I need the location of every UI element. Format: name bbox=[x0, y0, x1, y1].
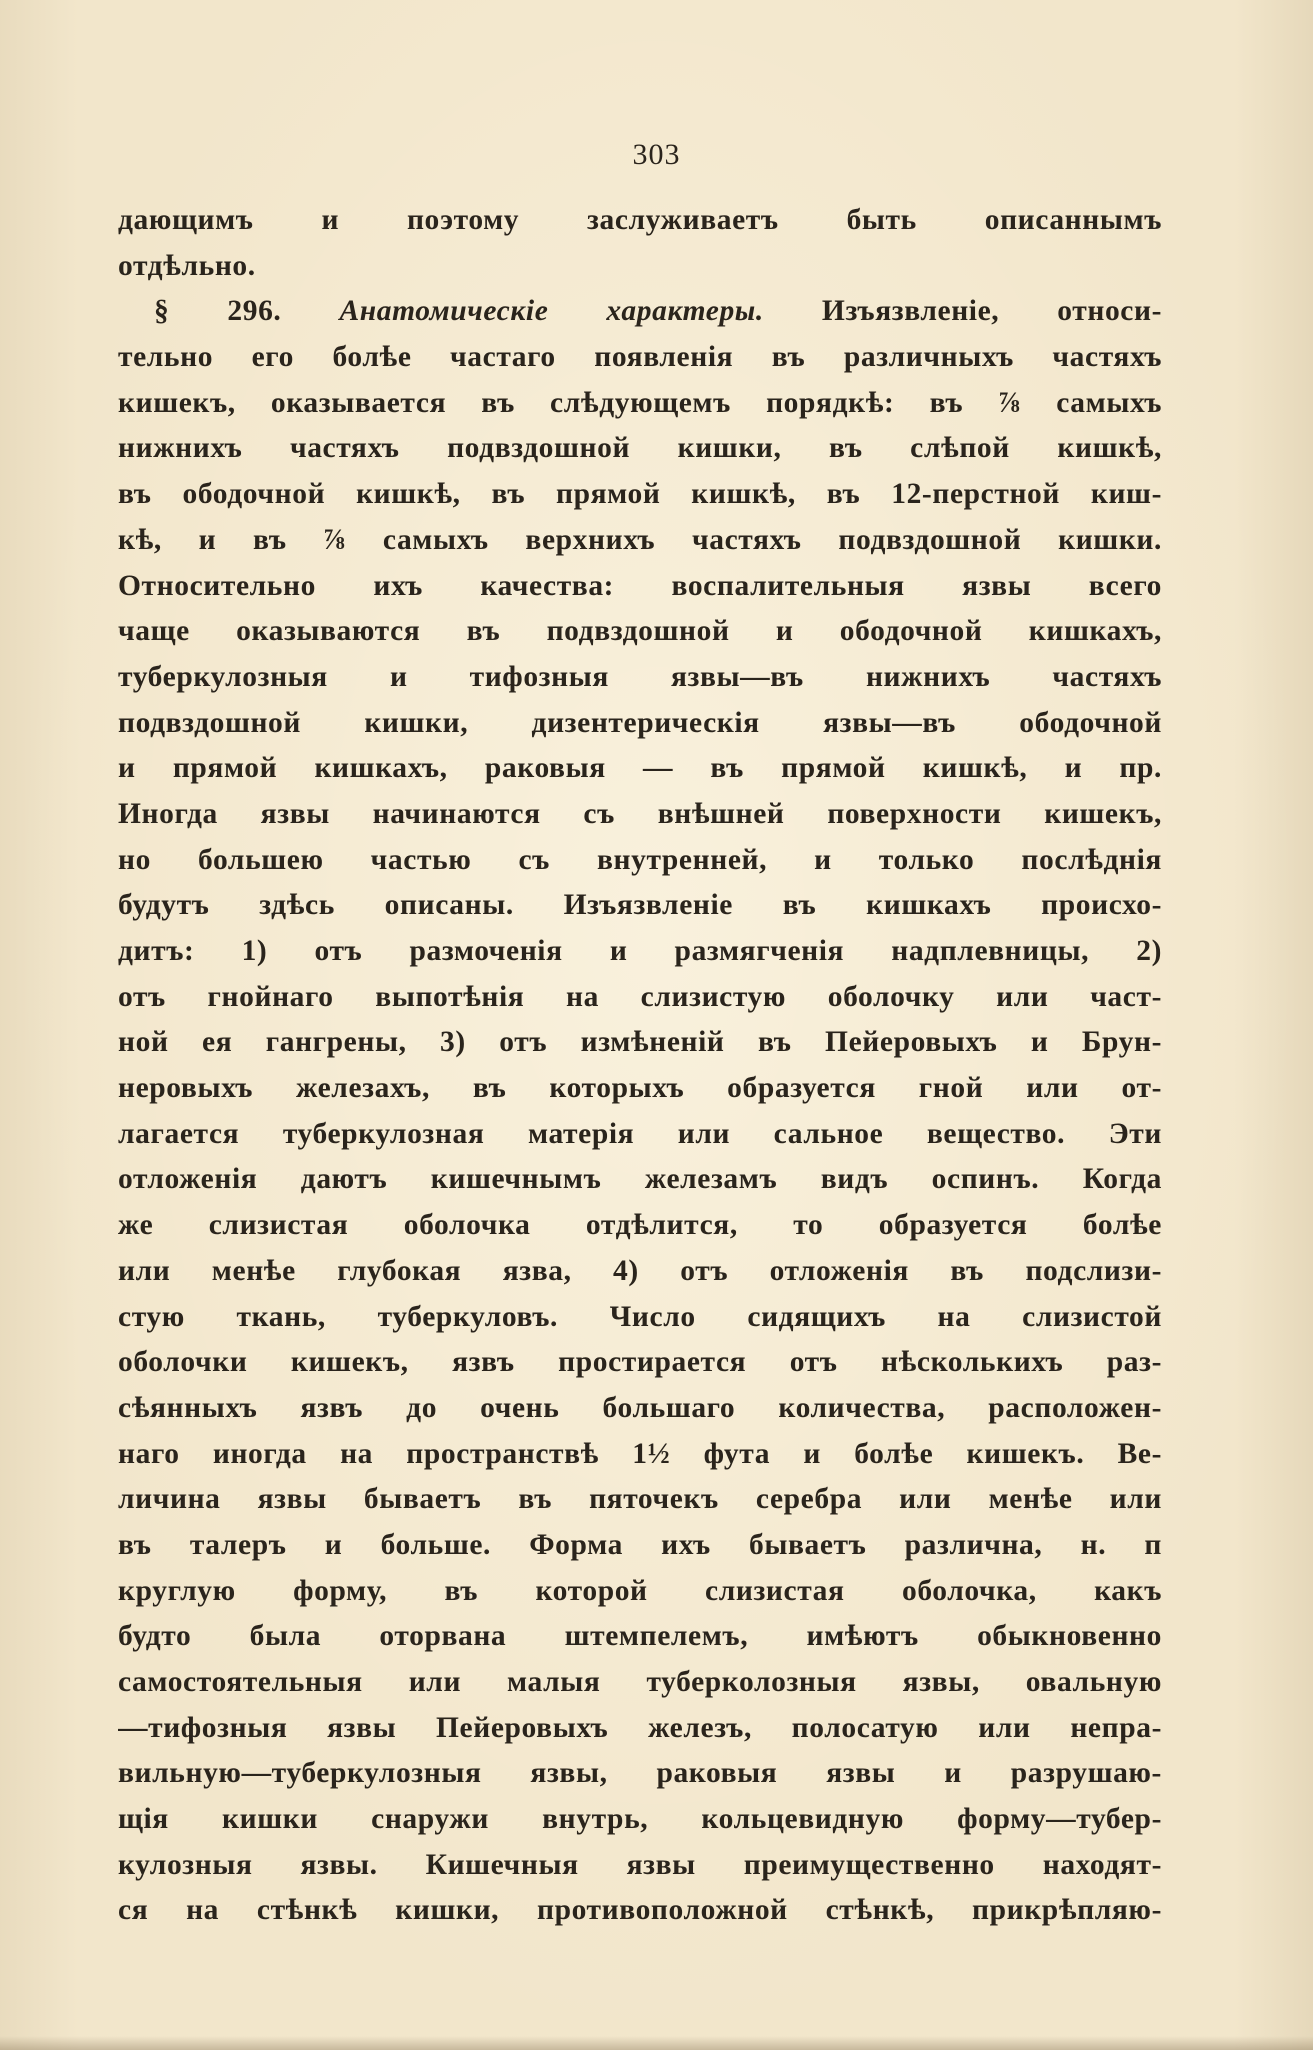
section-marker: § 296. bbox=[154, 295, 282, 328]
text-line: нижнихъ частяхъ подвздошной кишки, въ слѣпой кишкѣ, bbox=[118, 432, 1162, 465]
text-line: ся на стѣнкѣ кишки, противоположной стѣнкѣ, прикрѣпляю- bbox=[118, 1894, 1162, 1927]
text-line: самостоятельныя или малыя туберколозныя язвы, овальную bbox=[118, 1666, 1162, 1698]
text-line: личина язвы бываетъ въ пяточекъ серебра или менѣе или bbox=[118, 1483, 1162, 1516]
text-line: подвздошной кишки, дизентерическія язвы—въ ободочной bbox=[118, 706, 1162, 739]
text-line: кулозныя язвы. Кишечныя язвы преимущественно находят- bbox=[118, 1848, 1162, 1881]
text-line: дитъ: 1) отъ размоченія и размягченія надплевницы, 2) bbox=[118, 935, 1162, 967]
text-line: оболочки кишекъ, язвъ простирается отъ нѣсколькихъ раз- bbox=[118, 1346, 1162, 1379]
text-line: въ талеръ и больше. Форма ихъ бываетъ различна, н. п bbox=[118, 1528, 1162, 1561]
page-number: 303 bbox=[632, 138, 681, 171]
text-line: отъ гнойнаго выпотѣнія на слизистую оболочку или част- bbox=[118, 980, 1162, 1013]
text-line: лагается туберкулозная матерія или сальное вещество. Эти bbox=[118, 1117, 1162, 1150]
section-heading: Анатомическіе характеры. bbox=[339, 295, 764, 328]
text-line: и прямой кишкахъ, раковыя — въ прямой кишкѣ, и пр. bbox=[118, 752, 1162, 785]
text-line: наго иногда на пространствѣ 1½ фута и болѣе кишекъ. Ве- bbox=[118, 1437, 1162, 1470]
text-line: сѣянныхъ язвъ до очень большаго количества, расположен- bbox=[118, 1391, 1162, 1424]
text-line: тельно его болѣе частаго появленія въ различныхъ частяхъ bbox=[118, 341, 1162, 374]
text-line: же слизистая оболочка отдѣлится, то образуется болѣе bbox=[118, 1209, 1162, 1242]
text-line: —тифозныя язвы Пейеровыхъ железъ, полосатую или непра- bbox=[118, 1711, 1162, 1744]
page-bottom-edge bbox=[0, 2036, 1313, 2050]
text-line: щія кишки снаружи внутрь, кольцевидную форму—тубер- bbox=[118, 1803, 1162, 1836]
text-line: Изъязвленіе, относи- bbox=[821, 295, 1162, 328]
text-line: стую ткань, туберкуловъ. Число сидящихъ на слизистой bbox=[118, 1300, 1162, 1333]
text-line: Относительно ихъ качества: воспалительныя язвы всего bbox=[118, 569, 1162, 602]
body-text bbox=[118, 198, 1162, 1934]
text-line: круглую форму, въ которой слизистая оболочка, какъ bbox=[118, 1574, 1162, 1607]
text-line: туберкулозныя и тифозныя язвы—въ нижнихъ частяхъ bbox=[118, 660, 1162, 693]
text-line: но большею частью съ внутренней, и только послѣднія bbox=[118, 843, 1162, 876]
text-line: отложенія даютъ кишечнымъ железамъ видъ оспинъ. Когда bbox=[118, 1163, 1162, 1196]
text-line: или менѣе глубокая язва, 4) отъ отложенія въ подслизи- bbox=[118, 1254, 1162, 1287]
text-line: ной ея гангрены, 3) отъ измѣненій въ Пейеровыхъ и Брун- bbox=[118, 1026, 1162, 1059]
text-line: будутъ здѣсь описаны. Изъязвленіе въ кишкахъ происхо- bbox=[118, 889, 1162, 922]
text-line: вильную—туберкулозныя язвы, раковыя язвы и разрушаю- bbox=[118, 1757, 1162, 1790]
text-line: кишекъ, оказывается въ слѣдующемъ порядкѣ: въ ⅞ самыхъ bbox=[118, 386, 1162, 419]
text-line: кѣ, и въ ⅞ самыхъ верхнихъ частяхъ подвздошной кишки. bbox=[118, 523, 1162, 556]
section-heading-line bbox=[118, 289, 1162, 335]
text-line: дающимъ и поэтому заслуживаетъ быть описаннымъ bbox=[118, 204, 1162, 236]
text-line: въ ободочной кишкѣ, въ прямой кишкѣ, въ 12-перстной киш- bbox=[118, 478, 1162, 511]
text-line: отдѣльно. bbox=[118, 249, 256, 282]
text-line: Иногда язвы начинаются съ внѣшней поверхности кишекъ, bbox=[118, 797, 1162, 830]
text-line: неровыхъ железахъ, въ которыхъ образуется гной или от- bbox=[118, 1072, 1162, 1105]
text-line: чаще оказываются въ подвздошной и ободочной кишкахъ, bbox=[118, 615, 1162, 648]
text-line: будто была оторвана штемпелемъ, имѣютъ обыкновенно bbox=[118, 1620, 1162, 1653]
